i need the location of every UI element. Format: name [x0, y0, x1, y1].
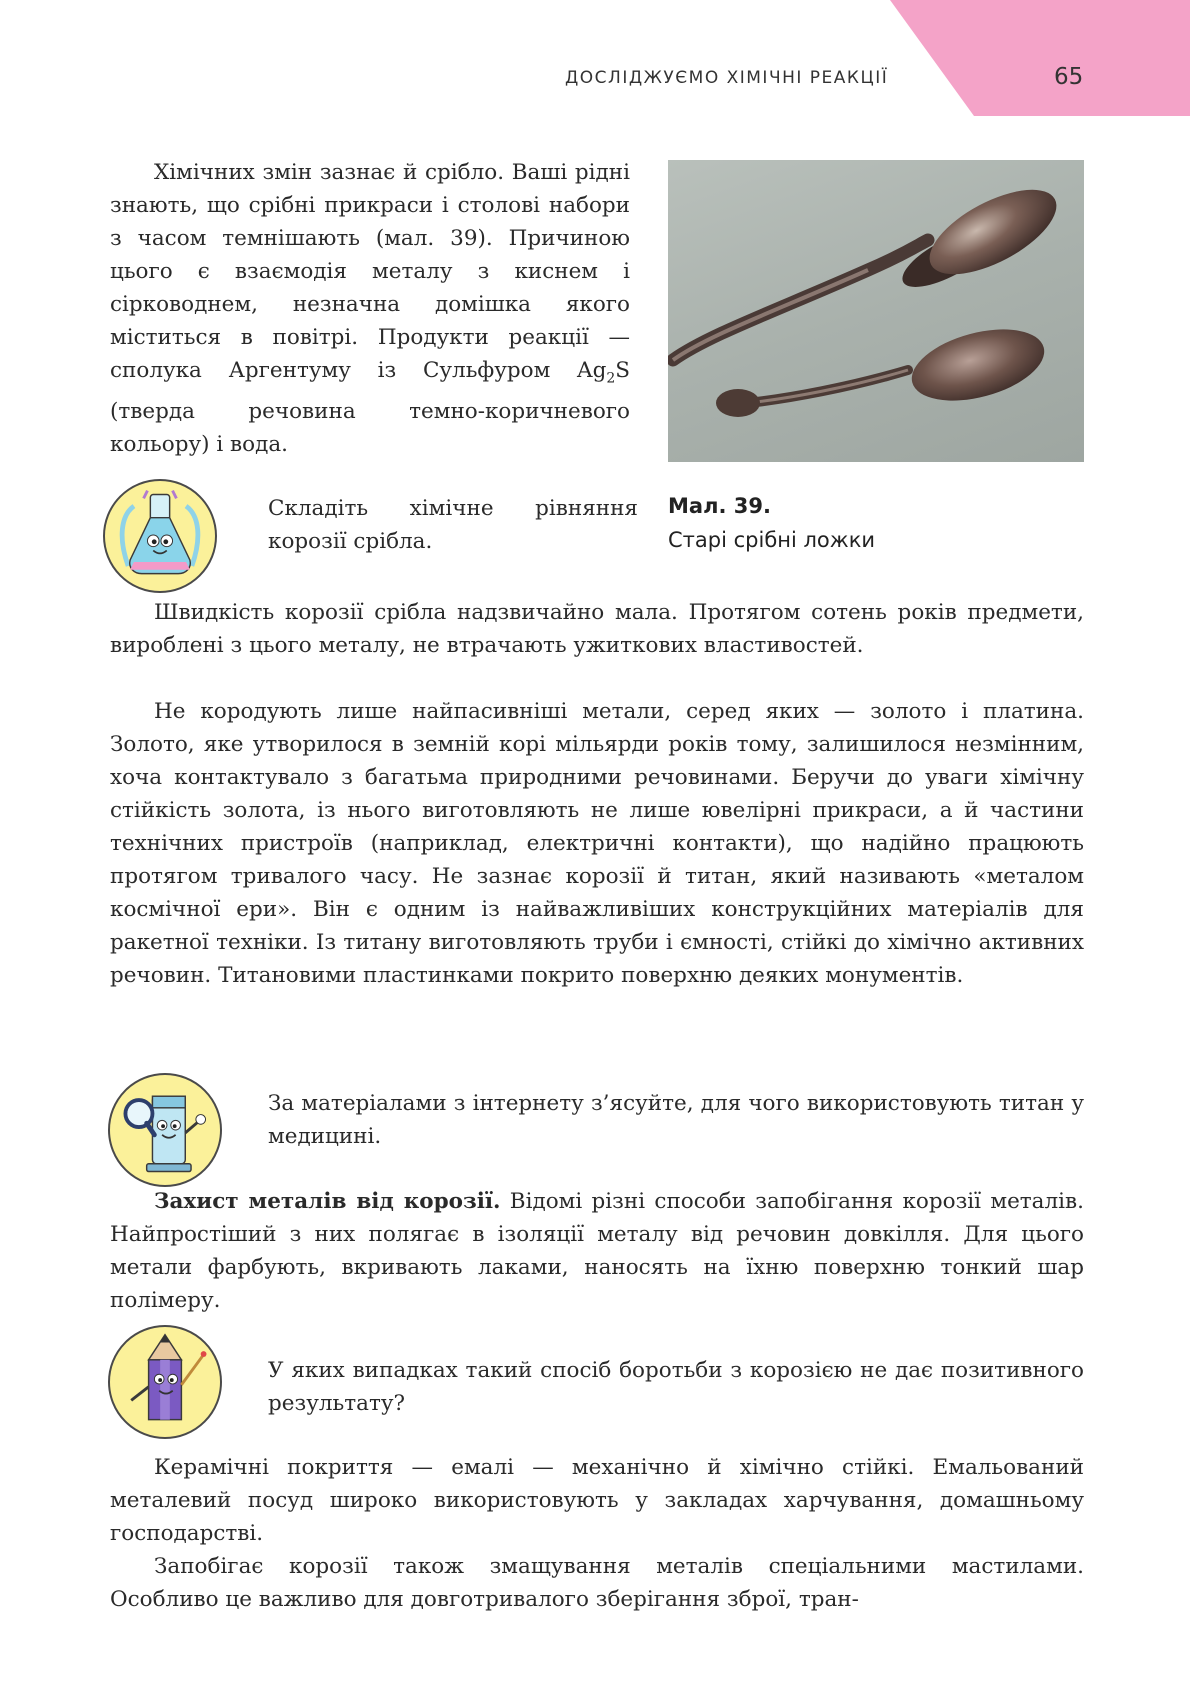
paragraph-protection: Захист металів від корозії. Відомі різні способи запобігання корозії металів. Найпростіший з них полягає в ізоляції металу від речовин довкілля. Для цього метали фарбують, вкривають лаками, наносять на їхню поверхню тонкий шар полімеру.	[110, 1189, 1084, 1313]
paragraph-silver-speed: Швидкість корозії срібла надзвичайно мала. Протягом сотень років предмети, вироблені з цього металу, не втрачають ужиткових властивостей.	[110, 600, 1084, 658]
task-text: У яких випадках такий спосіб боротьби з корозією не дає позитивного результату?	[268, 1358, 1084, 1416]
subscript: 2	[606, 370, 616, 387]
task-text: Складіть хімічне рівняння корозії срібла.	[268, 496, 638, 554]
paragraph-enamel: Керамічні покриття — емалі — механічно й хімічно стійкі. Емальований металевий посуд широко використовують у закладах харчування, домашньому господарстві.	[110, 1455, 1084, 1546]
magnifier-mascot-icon	[108, 1073, 222, 1187]
figure-caption: Старі срібні ложки	[668, 528, 876, 552]
old-silver-spoons-photo	[668, 160, 1084, 462]
paragraph-passive-metals: Не кородують лише найпасивніші метали, серед яких — золото і платина. Золото, яке утворилося в земній корі мільярди років тому, залишилося незмінним, хоча контактувало з багатьма природними речовинами. Беручи до уваги хімічну стійкість золота, із нього виготовляють не лише ювелірні прикраси, а й частини технічних пристроїв (наприклад, електричні контакти), що надійно працюють протягом тривалого часу. Не зазнає корозії й титан, який називають «металом космічної ери». Він є одним із найважливіших конструкційних матеріалів для ракетної техніки. Із титану виготовляють труби і ємності, стійкі до хімічно активних речовин. Титановими пластинками покрито поверхню деяких монументів.	[110, 699, 1084, 988]
pencil-mascot-icon	[108, 1325, 222, 1439]
flask-mascot-icon	[103, 479, 217, 593]
intro-paragraph: Хімічних змін зазнає й срібло. Ваші рідні знають, що срібні прикраси і столові набори з часом темнішають (мал. 39). Причиною цього є взаємодія металу з киснем і сірководнем, незначна домішка якого міститься в повітрі. Продукти реакції — сполука Аргентуму із Сульфуром $Ag_2S$ (тверда речовина темно-коричневого кольору) і вода.	[110, 160, 630, 458]
protection-heading: Захист металів від корозії.	[154, 1189, 501, 1214]
figure-photo	[668, 160, 1084, 462]
figure-label: Мал. 39.	[668, 494, 771, 518]
page-corner-accent	[890, 0, 1190, 116]
paragraph-lubrication: Запобігає корозії також змащування металів спеціальними мастилами. Особливо це важливо для довготривалого зберігання зброї, тран-	[110, 1554, 1084, 1612]
task-text: За матеріалами з інтернету з’ясуйте, для чого використовують титан у медицині.	[268, 1091, 1084, 1149]
running-head: ДОСЛІДЖУЄМО ХІМІЧНІ РЕАКЦІЇ	[565, 68, 889, 88]
page-number: 65	[1054, 64, 1084, 90]
